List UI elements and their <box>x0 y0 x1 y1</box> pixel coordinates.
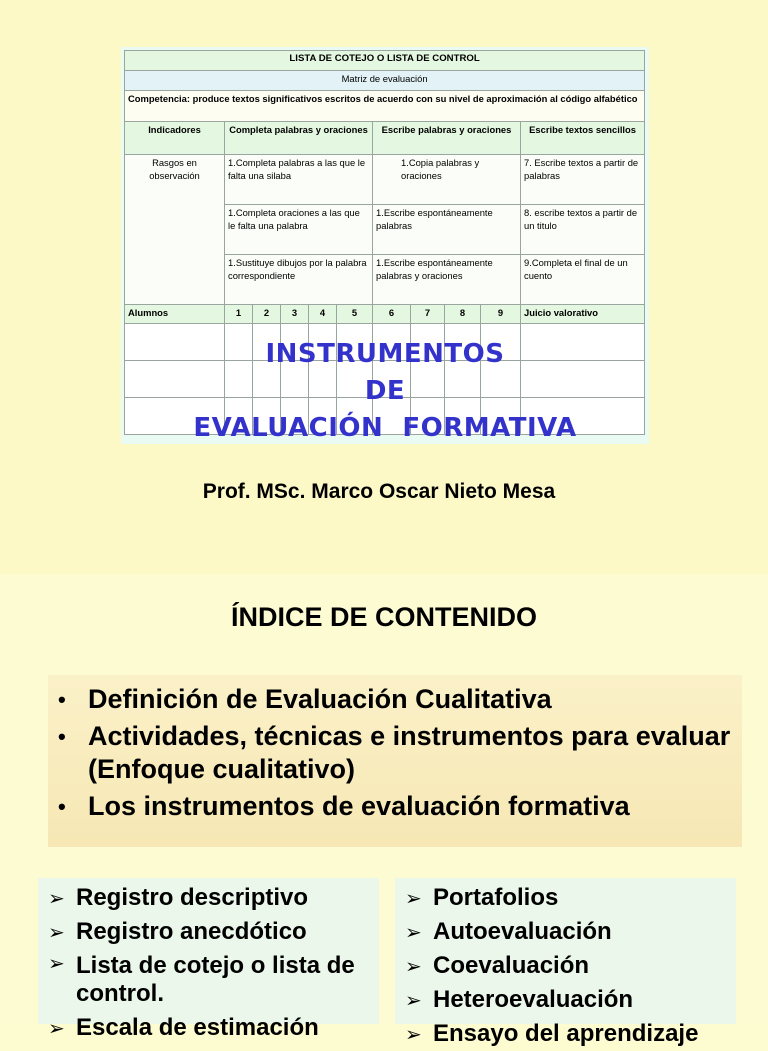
index-box <box>48 675 742 847</box>
index-item: • Los instrumentos de evaluación formativa <box>58 791 630 821</box>
task-cell: 8. escribe textos a partir de un titulo <box>521 205 645 255</box>
index-item: • Actividades, técnicas e instrumentos para evaluar (Enfoque cualitativo) <box>58 721 731 784</box>
task-cell: 7. Escribe textos a partir de palabras <box>521 155 645 205</box>
number-cell: 8 <box>445 305 481 324</box>
presentation-title <box>121 336 649 447</box>
number-cell: 3 <box>281 305 309 324</box>
indicator-header-1: Completa palabras y oraciones <box>225 122 373 155</box>
task-cell: 1.Copia palabras y oraciones <box>373 155 521 205</box>
arrow-bullet-icon: ➢ <box>405 886 422 910</box>
competencia-text: Competencia: produce textos significativos escritos de acuerdo con su nivel de aproximación al código alfabético <box>125 91 645 122</box>
title-line: DE <box>364 376 406 406</box>
bullet-icon: • <box>58 724 66 749</box>
instrument-item: ➢ Autoevaluación <box>395 915 736 949</box>
title-line: EVALUACIÓN FORMATIVA <box>193 413 577 443</box>
instrument-item: ➢ Escala de estimación <box>38 1011 379 1045</box>
juicio-label: Juicio valorativo <box>521 305 645 324</box>
arrow-bullet-icon: ➢ <box>405 920 422 944</box>
arrow-bullet-icon: ➢ <box>48 886 65 910</box>
arrow-bullet-icon: ➢ <box>405 954 422 978</box>
instrument-item: ➢ Registro descriptivo <box>38 881 379 915</box>
indicator-header-3: Escribe textos sencillos <box>521 122 645 155</box>
index-item: • Definición de Evaluación Cualitativa <box>58 684 552 714</box>
arrow-bullet-icon: ➢ <box>405 1022 422 1046</box>
instrument-item: ➢ Coevaluación <box>395 949 736 983</box>
table-subtitle: Matriz de evaluación <box>125 71 645 91</box>
number-cell: 7 <box>411 305 445 324</box>
rasgos-label: Rasgos en observación <box>125 155 225 305</box>
task-cell: 1.Escribe espontáneamente palabras <box>373 205 521 255</box>
number-cell: 4 <box>309 305 337 324</box>
number-cell: 5 <box>337 305 373 324</box>
bullet-icon: • <box>58 794 66 819</box>
arrow-bullet-icon: ➢ <box>48 1016 65 1040</box>
author-name: Prof. MSc. Marco Oscar Nieto Mesa <box>202 480 556 503</box>
task-cell: 1.Completa oraciones a las que le falta una palabra <box>225 205 373 255</box>
instrument-item: ➢ Lista de cotejo o lista de control. <box>48 951 355 1007</box>
task-cell: 1.Escribe espontáneamente palabras y oraciones <box>373 255 521 305</box>
task-cell: 9.Completa el final de un cuento <box>521 255 645 305</box>
number-cell: 9 <box>481 305 521 324</box>
instrument-item: ➢ Ensayo del aprendizaje <box>395 1017 736 1051</box>
number-cell: 2 <box>253 305 281 324</box>
indicators-header: Indicadores <box>125 122 225 155</box>
index-title: ÍNDICE DE CONTENIDO <box>230 602 538 632</box>
arrow-bullet-icon: ➢ <box>48 920 65 944</box>
task-cell: 1.Sustituye dibujos por la palabra correspondiente <box>225 255 373 305</box>
alumnos-label: Alumnos <box>125 305 225 324</box>
instruments-list-right <box>395 878 736 1047</box>
number-cell: 6 <box>373 305 411 324</box>
number-cell: 1 <box>225 305 253 324</box>
table-title: LISTA DE COTEJO O LISTA DE CONTROL <box>125 51 645 71</box>
instruments-list-left <box>38 878 379 1041</box>
arrow-bullet-icon: ➢ <box>48 951 65 975</box>
arrow-bullet-icon: ➢ <box>405 988 422 1012</box>
task-cell: 1.Completa palabras a las que le falta una silaba <box>225 155 373 205</box>
bullet-icon: • <box>58 687 66 712</box>
instrument-item: ➢ Heteroevaluación <box>395 983 736 1017</box>
title-line: INSTRUMENTOS <box>265 339 505 369</box>
instrument-item: ➢ Registro anecdótico <box>38 915 379 949</box>
indicator-header-2: Escribe palabras y oraciones <box>373 122 521 155</box>
instrument-item: ➢ Portafolios <box>395 881 736 915</box>
